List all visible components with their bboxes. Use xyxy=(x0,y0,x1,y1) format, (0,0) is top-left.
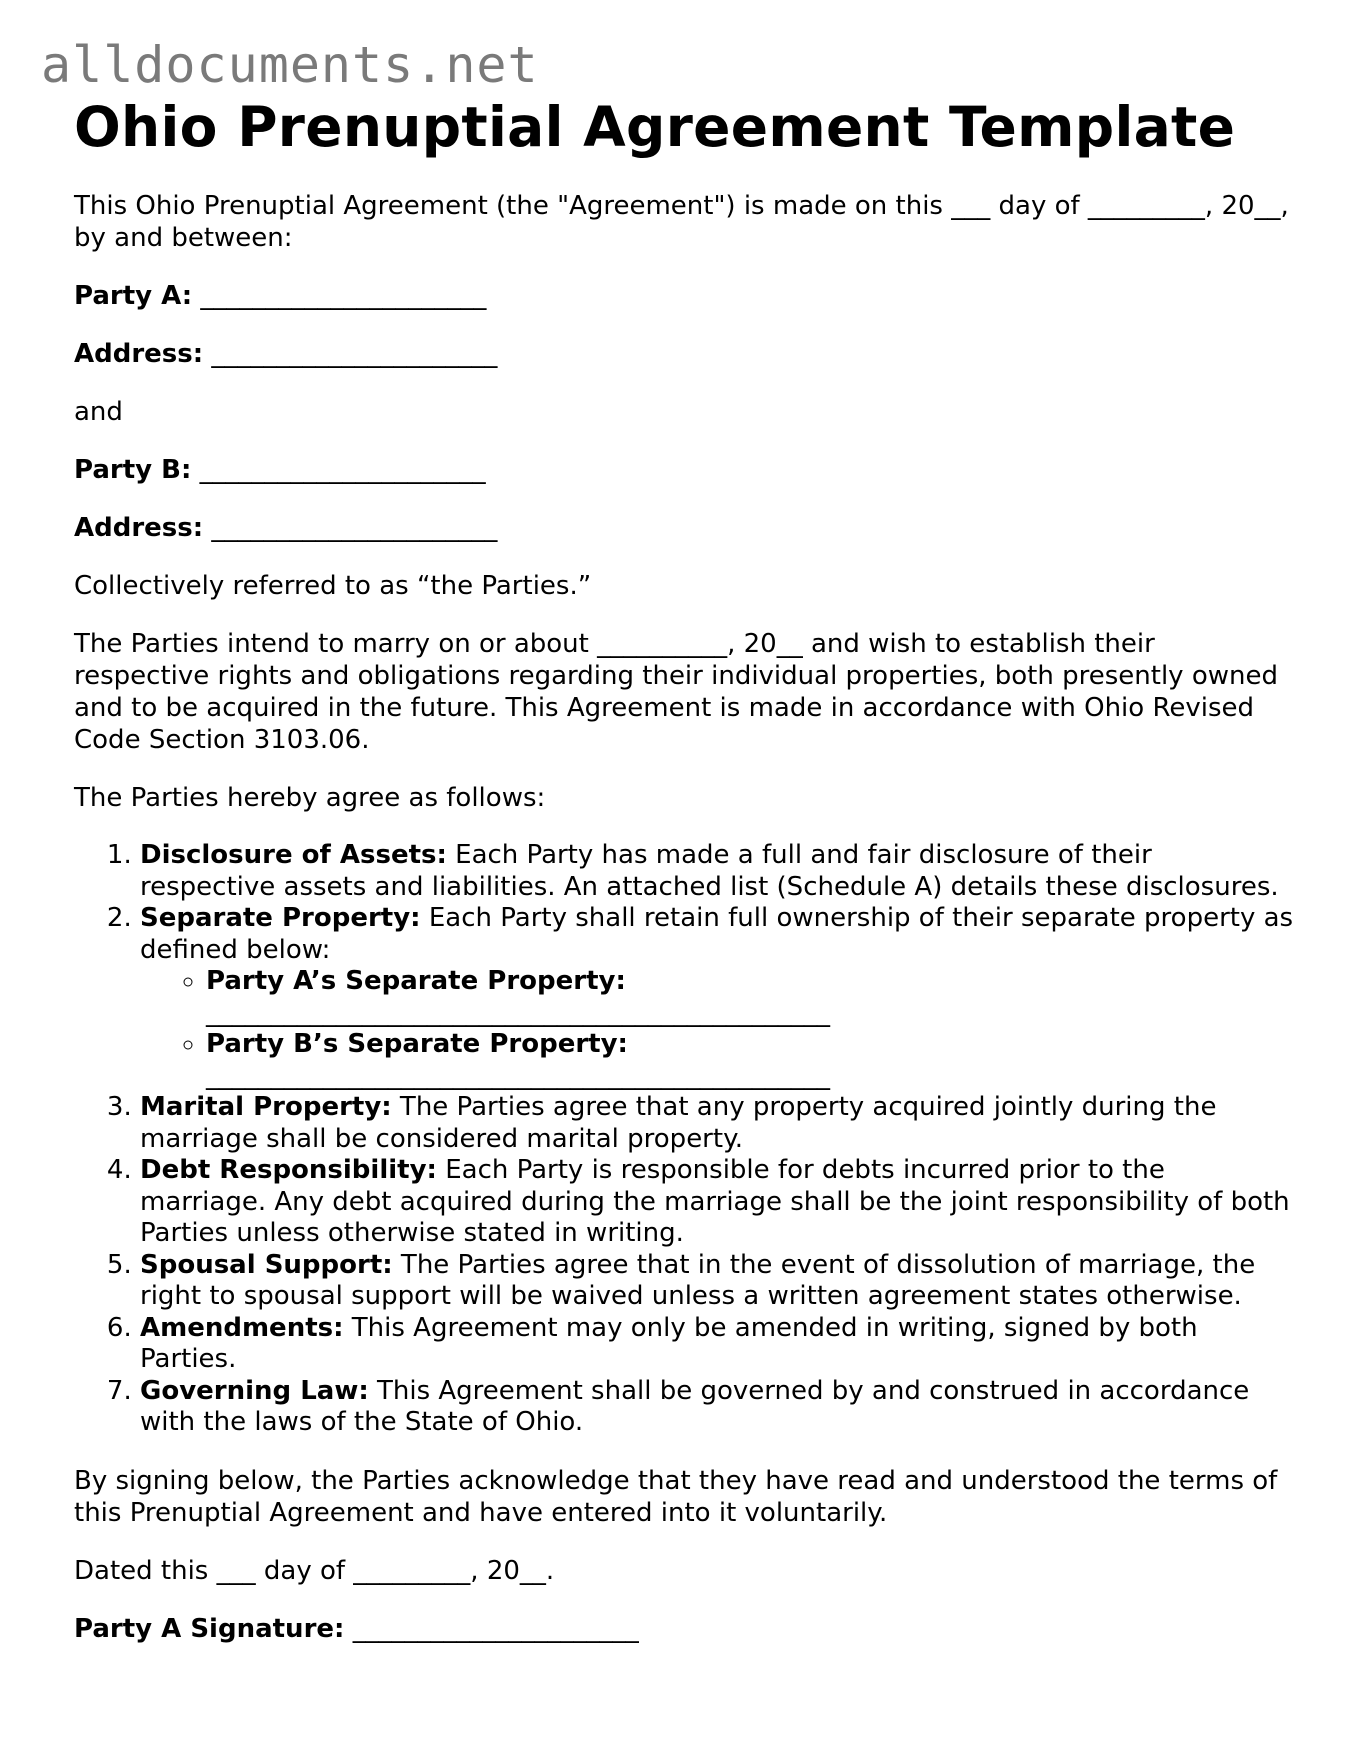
party-a-label: Party A: xyxy=(74,281,193,311)
document-page xyxy=(74,94,1294,1645)
clause-text: Each Party shall retain full ownership of their separate property as defined below: xyxy=(140,903,1294,965)
party-a-field xyxy=(74,280,1294,312)
clause-item xyxy=(140,903,1294,1092)
clause-item xyxy=(140,1313,1294,1376)
clause-text: This Agreement shall be governed by and construed in accordance with the laws of the State of Ohio. xyxy=(140,1375,1250,1437)
acknowledge-paragraph: By signing below, the Parties acknowledge that they have read and understood the terms of this Prenuptial Agreement and have entered into it voluntarily. xyxy=(74,1465,1278,1528)
clause-title: Amendments: xyxy=(140,1312,344,1343)
party-b-field xyxy=(74,454,1294,486)
party-a-signature-label: Party A Signature: xyxy=(74,1613,345,1644)
party-a-address-field xyxy=(74,338,1294,370)
clause-text: The Parties agree that any property acquired jointly during the marriage shall be considered marital property. xyxy=(140,1092,1217,1154)
sub-item-blank: ________________________________________________ xyxy=(206,997,830,1028)
dated-line: Dated this ___ day of _________, 20__. xyxy=(74,1555,555,1586)
clause-item xyxy=(140,1155,1294,1250)
party-b-label: Party B: xyxy=(74,455,192,485)
intent-paragraph: The Parties intend to marry on or about __________, 20__ and wish to establish their respective rights and obligations regarding their individual properties, both presently owned and to be acquired in the future. This Agreement is made in accordance with Ohio Revised Code Section 3103.06. xyxy=(74,629,1278,755)
party-b-blank: ______________________ xyxy=(199,455,486,485)
intro-paragraph: This Ohio Prenuptial Agreement (the "Agreement") is made on this ___ day of _________, 20__, by and between: xyxy=(74,191,1289,253)
sub-item-title: Party B’s Separate Property: xyxy=(206,1029,628,1059)
collectively-paragraph: Collectively referred to as “the Parties.” xyxy=(74,571,592,601)
party-a-signature-blank: ______________________ xyxy=(352,1613,639,1644)
clause-title: Governing Law: xyxy=(140,1375,369,1406)
clause-title: Separate Property: xyxy=(140,903,421,933)
sub-item xyxy=(206,966,1294,1029)
clause-text: Each Party has made a full and fair disclosure of their respective assets and liabilities. An attached list (Schedule A) details these disclosures. xyxy=(140,840,1279,902)
separate-property-list xyxy=(140,966,1294,1092)
page-title: Ohio Prenuptial Agreement Template xyxy=(74,95,1236,159)
clause-title: Spousal Support: xyxy=(140,1249,393,1280)
clause-text: The Parties agree that in the event of dissolution of marriage, the right to spousal support will be waived unless a written agreement states otherwise. xyxy=(140,1249,1256,1311)
clause-text: This Agreement may only be amended in writing, signed by both Parties. xyxy=(140,1312,1198,1374)
party-a-address-label: Address: xyxy=(74,339,204,369)
party-b-address-label: Address: xyxy=(74,513,204,543)
clause-item xyxy=(140,1376,1294,1439)
clause-item xyxy=(140,1250,1294,1313)
party-b-address-field xyxy=(74,512,1294,544)
clause-list xyxy=(74,840,1294,1439)
party-a-signature-field xyxy=(74,1613,1294,1645)
party-b-address-blank: ______________________ xyxy=(211,513,498,543)
clause-title: Debt Responsibility: xyxy=(140,1155,437,1185)
sub-item xyxy=(206,1029,1294,1092)
clause-text: Each Party is responsible for debts incurred prior to the marriage. Any debt acquired during the marriage shall be the joint responsibility of both Parties unless otherwise stated in writing. xyxy=(140,1155,1290,1248)
sub-item-title: Party A’s Separate Property: xyxy=(206,966,626,996)
and-text: and xyxy=(74,397,123,427)
party-a-address-blank: ______________________ xyxy=(211,339,498,369)
agree-intro: The Parties hereby agree as follows: xyxy=(74,783,546,813)
watermark: alldocuments.net xyxy=(41,36,539,94)
sub-item-blank: ________________________________________________ xyxy=(206,1060,830,1091)
party-a-blank: ______________________ xyxy=(200,281,487,311)
clause-item xyxy=(140,840,1294,903)
clause-title: Disclosure of Assets: xyxy=(140,840,447,870)
clause-title: Marital Property: xyxy=(140,1092,392,1122)
clause-item xyxy=(140,1092,1294,1155)
